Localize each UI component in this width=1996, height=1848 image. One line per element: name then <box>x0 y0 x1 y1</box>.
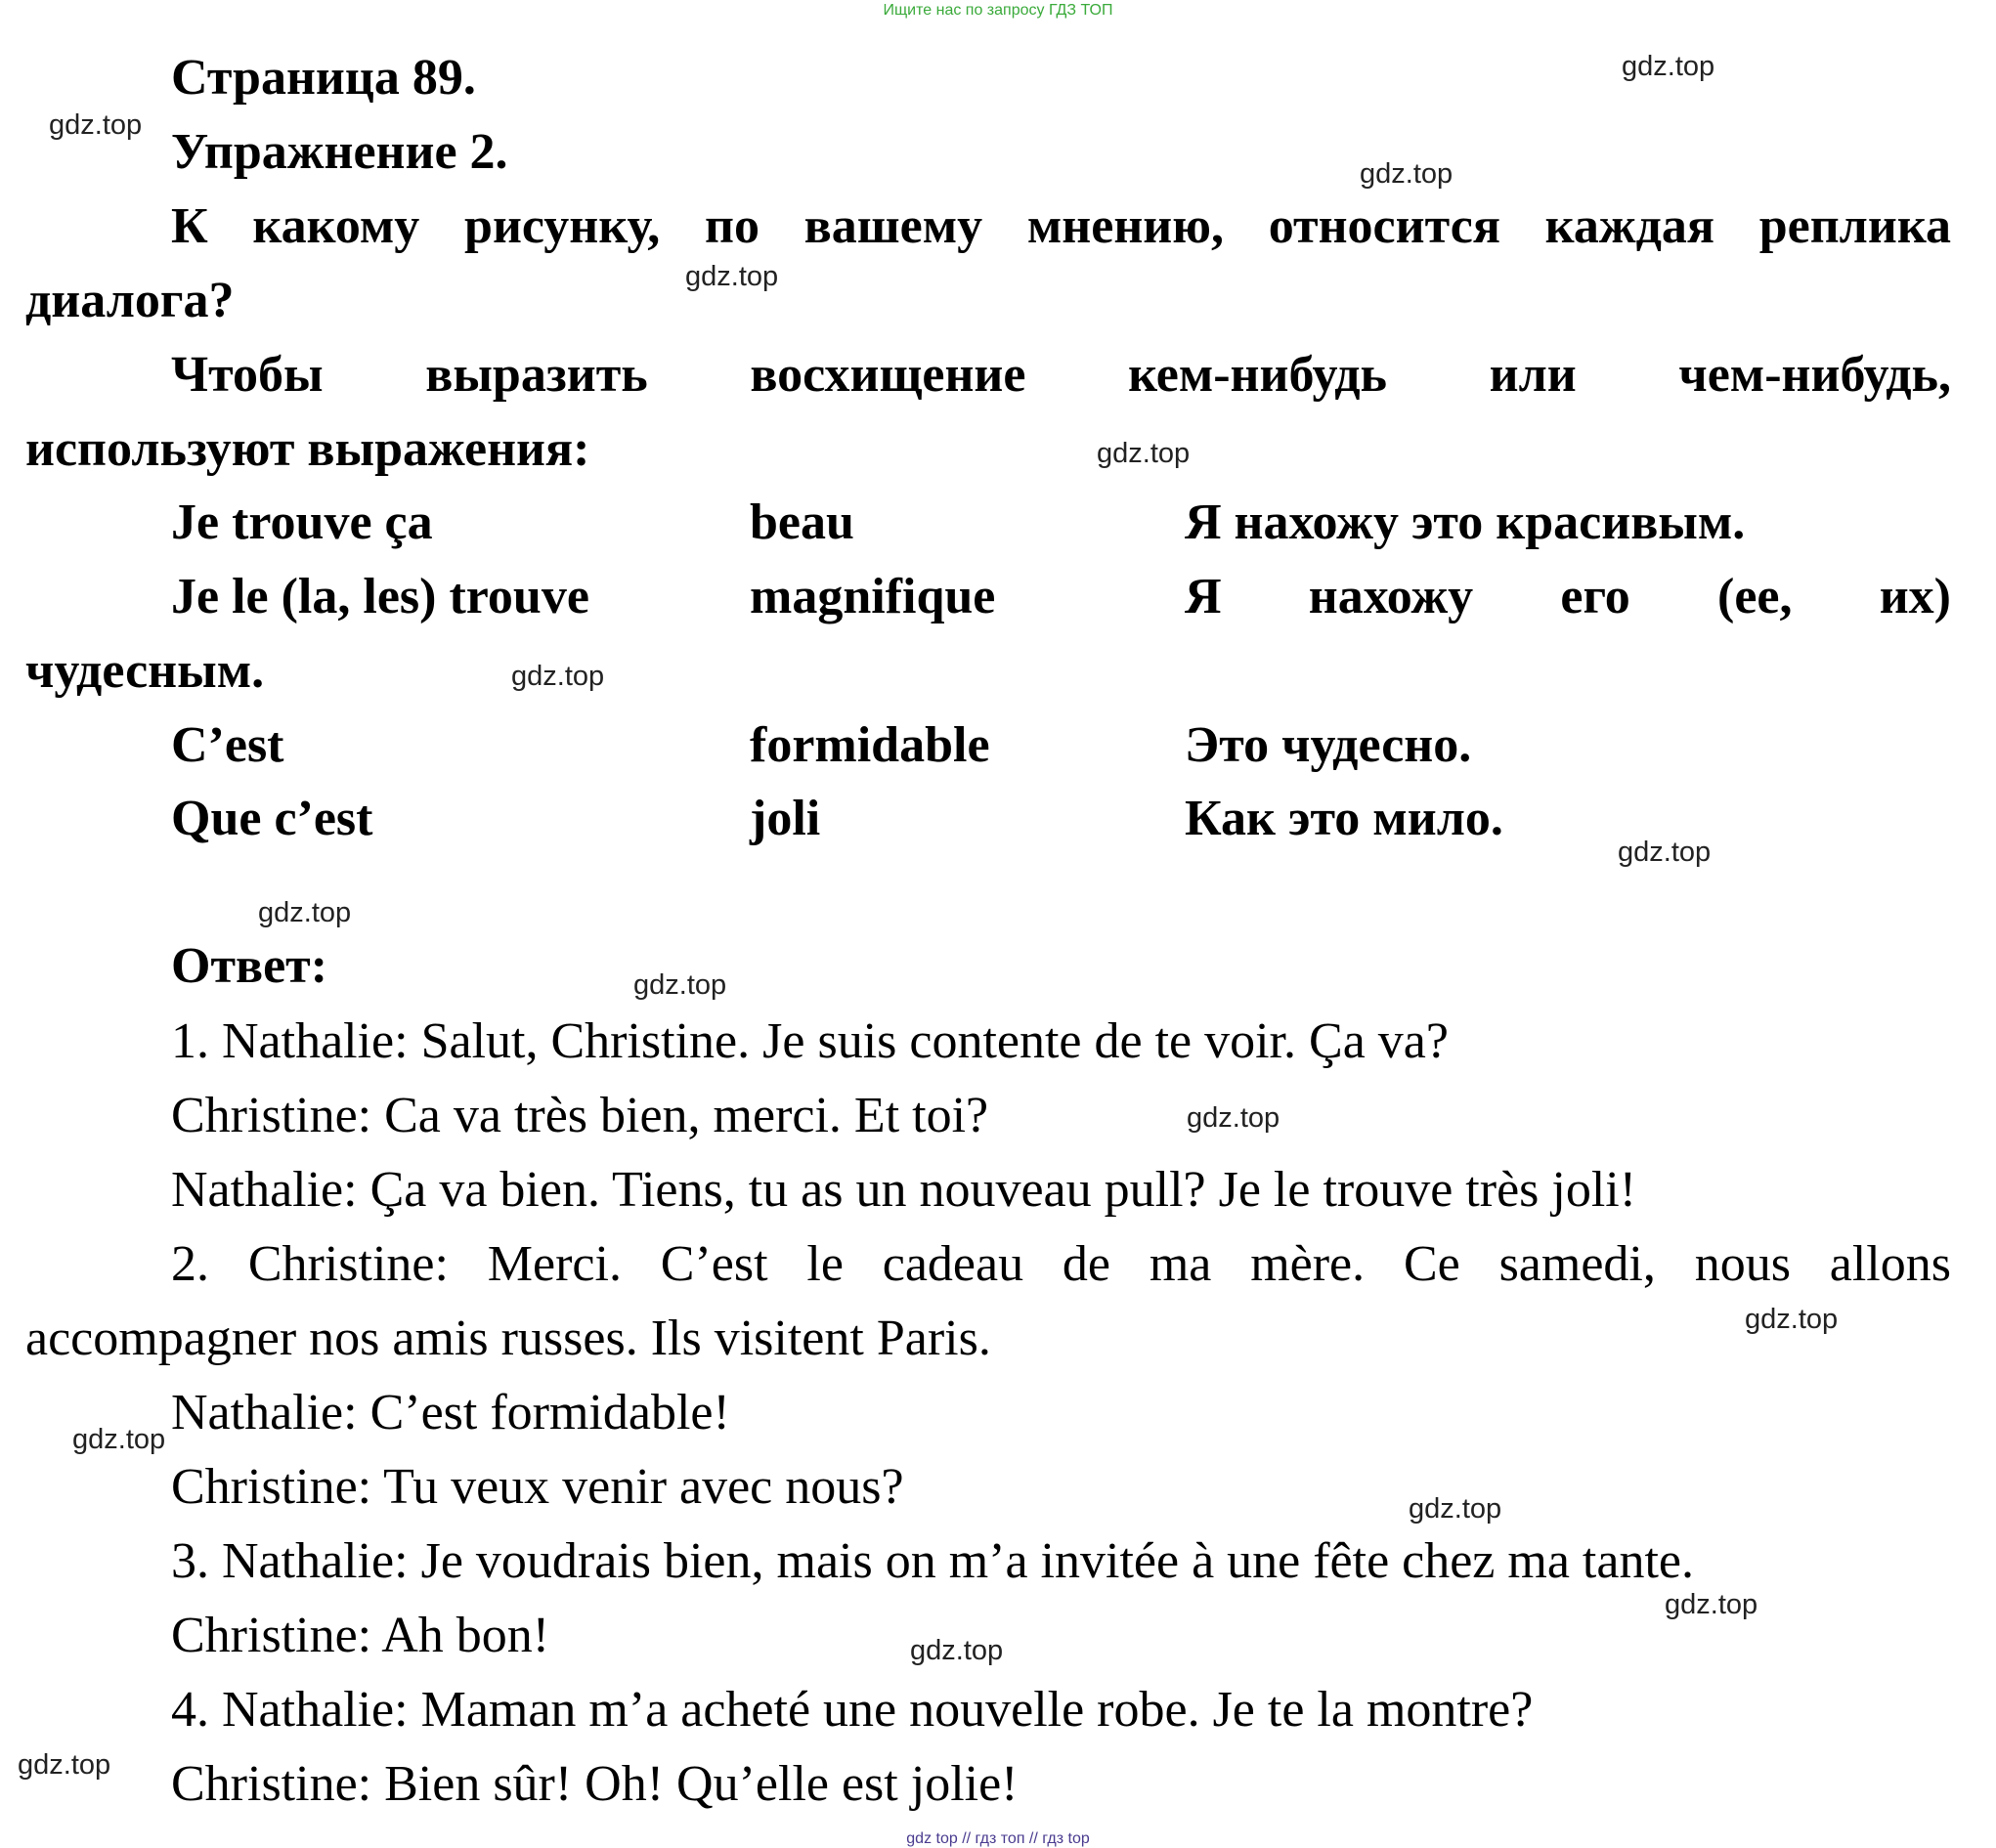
answer-line: Nathalie: C’est formidable! <box>171 1385 730 1440</box>
expression-fr: Je trouve ça <box>171 494 433 550</box>
watermark: gdz.top <box>1097 438 1191 469</box>
answer-line: accompagner nos amis russes. Ils visitent Paris. <box>25 1311 991 1366</box>
expression-fr: C’est <box>171 717 284 773</box>
expression-ru-continuation: чудесным. <box>25 643 265 699</box>
watermark: gdz.top <box>258 897 352 928</box>
answer-line: Christine: Tu veux venir avec nous? <box>171 1459 904 1515</box>
answer-line: Nathalie: Ça va bien. Tiens, tu as un nouveau pull? Je le trouve très joli! <box>171 1162 1637 1218</box>
expression-adj: beau <box>750 494 854 550</box>
answer-line: 4. Nathalie: Maman m’a acheté une nouvelle robe. Je te la montre? <box>171 1682 1534 1738</box>
watermark: gdz.top <box>1745 1304 1839 1335</box>
page-heading: Страница 89. <box>171 50 476 106</box>
top-ad-banner[interactable]: Ищите нас по запросу ГДЗ ТОП <box>883 2 1113 19</box>
answer-label: Ответ: <box>171 938 328 994</box>
expression-ru: Как это мило. <box>1185 791 1503 846</box>
watermark: gdz.top <box>511 661 605 692</box>
expression-fr: Que c’est <box>171 791 373 846</box>
expression-adj: magnifique <box>750 569 996 624</box>
answer-line: 1. Nathalie: Salut, Christine. Je suis contente de te voir. Ça va? <box>171 1013 1449 1069</box>
watermark: gdz.top <box>1665 1589 1758 1620</box>
question-line-2: диалога? <box>25 273 235 328</box>
expression-adj: joli <box>750 791 821 846</box>
answer-line: Christine: Bien sûr! Oh! Qu’elle est jolie! <box>171 1756 1019 1812</box>
expression-ru: Я нахожу это красивым. <box>1185 494 1746 550</box>
watermark: gdz.top <box>1187 1102 1280 1134</box>
watermark: gdz.top <box>18 1749 111 1781</box>
watermark: gdz.top <box>49 109 143 141</box>
watermark: gdz.top <box>72 1424 166 1455</box>
intro-line-2: используют выражения: <box>25 421 590 477</box>
watermark: gdz.top <box>1622 51 1715 82</box>
watermark: gdz.top <box>685 261 779 292</box>
footer-links[interactable]: gdz top // гдз топ // гдз top <box>906 1830 1090 1847</box>
expression-ru: Я нахожу его (ее, их) <box>1185 569 1951 624</box>
question-line-1: К какому рисунку, по вашему мнению, относится каждая реплика <box>171 198 1951 254</box>
answer-line: 3. Nathalie: Je voudrais bien, mais on m’a invitée à une fête chez ma tante. <box>171 1533 1694 1589</box>
exercise-heading: Упражнение 2. <box>171 124 508 180</box>
expression-ru: Это чудесно. <box>1185 717 1472 773</box>
watermark: gdz.top <box>633 969 727 1001</box>
expression-adj: formidable <box>750 717 990 773</box>
watermark: gdz.top <box>910 1635 1004 1666</box>
answer-line: 2. Christine: Merci. C’est le cadeau de ma mère. Ce samedi, nous allons <box>171 1236 1951 1292</box>
watermark: gdz.top <box>1618 837 1712 868</box>
answer-line: Christine: Ah bon! <box>171 1608 550 1663</box>
watermark: gdz.top <box>1360 158 1454 190</box>
expression-fr: Je le (la, les) trouve <box>171 569 589 624</box>
intro-line-1: Чтобы выразить восхищение кем-нибудь или чем-нибудь, <box>171 347 1951 403</box>
answer-line: Christine: Ca va très bien, merci. Et toi? <box>171 1088 989 1143</box>
watermark: gdz.top <box>1409 1493 1502 1525</box>
